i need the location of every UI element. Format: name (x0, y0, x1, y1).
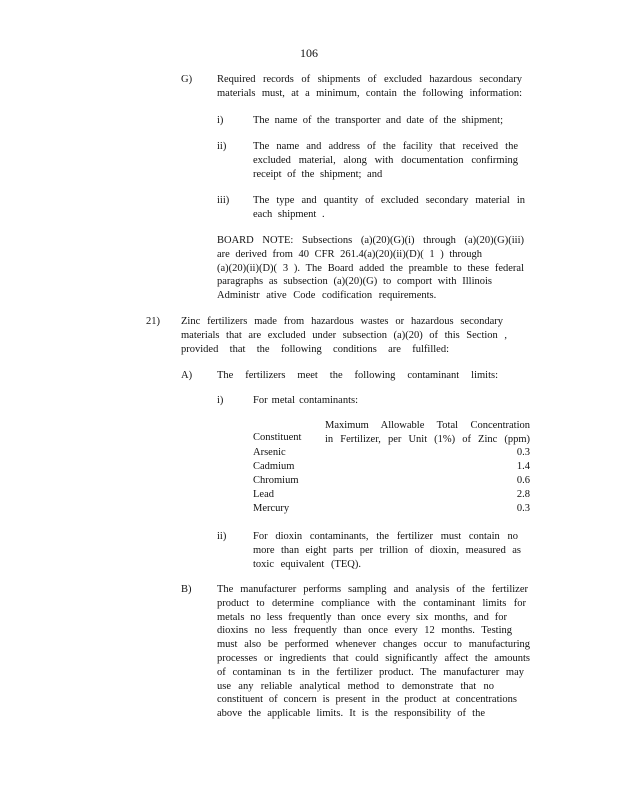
text-line: metals no less frequently than once every six months, and for (217, 611, 507, 623)
label-21: 21) (146, 316, 160, 327)
board-note (217, 234, 524, 303)
paragraph-B (217, 583, 528, 721)
paragraph-21 (181, 315, 507, 356)
text-line: materials must, at a minimum, contain the following information: (217, 87, 522, 99)
paragraph-G (217, 73, 522, 101)
text-line: For dioxin contaminants, the fertilizer must contain no (253, 531, 518, 542)
text-line: must also be performed whenever changes occur to manufacturing (217, 639, 530, 651)
text-line: constituent of concern is present in the product at concentrations (217, 694, 517, 706)
text-line: (a)(20)(ii)(D)( 3 ). The Board added the preamble to these federal (217, 262, 524, 274)
text-line: dioxins no less frequently than once every 12 months. Testing (217, 625, 512, 637)
constituent-cell: Lead (253, 488, 274, 500)
constituent-cell: Mercury (253, 502, 290, 514)
constituent-cell: Arsenic (253, 447, 286, 458)
value-cell: 0.6 (516, 474, 530, 486)
paragraph-A-ii (253, 530, 521, 571)
value-cell: 2.8 (516, 488, 530, 500)
table-row (253, 474, 530, 488)
table-row (253, 488, 530, 502)
label-B: B) (181, 584, 192, 595)
text-line: use any reliable analytical method to demonstrate that no (217, 680, 494, 692)
constituent-cell: Cadmium (253, 460, 295, 472)
value-cell: 1.4 (516, 460, 530, 472)
text-line: product to determine compliance with the contaminant limits for (217, 597, 526, 609)
label-A: A) (181, 370, 193, 381)
label-G-i: i) (217, 115, 224, 126)
constituent-cell: Chromium (253, 474, 299, 486)
text-line: of contaminan ts in the fertilizer product. The manufacturer may (217, 666, 524, 678)
text-line: toxic equivalent (TEQ). (253, 558, 362, 570)
paragraph-A (217, 369, 498, 383)
header-line: Maximum Allowable Total Concentration (325, 420, 530, 431)
label-G-ii: ii) (217, 141, 227, 152)
text-line: are derived from 40 CFR 261.4(a)(20)(ii)(D)( 1 ) through (217, 248, 482, 260)
text-line: receipt of the shipment; and (253, 168, 383, 180)
text-line: paragraphs as subsection (a)(20)(G) to comport with Illinois (217, 276, 492, 288)
paragraph-G-ii (253, 140, 518, 181)
page-number: 106 (300, 46, 318, 60)
table-row (253, 446, 530, 460)
text-line: BOARD NOTE: Subsections (a)(20)(G)(i) through (a)(20)(G)(iii) (217, 235, 524, 246)
text-line: The manufacturer performs sampling and analysis of the fertilizer (217, 584, 528, 595)
text-line: Administr ative Code codification requirements. (217, 290, 437, 302)
text-line: The fertilizers meet the following contaminant limits: (217, 370, 498, 381)
paragraph-G-iii (253, 194, 525, 222)
text-line: provided that the following conditions are fulfilled: (181, 343, 449, 355)
concentration-column-header (325, 419, 530, 447)
text-line: excluded material, along with documentation confirming (253, 154, 518, 166)
text-line: materials that are excluded under subsection (a)(20) of this Section , (181, 329, 507, 341)
text-line: For metal contaminants: (253, 395, 358, 406)
text-line: more than eight parts per trillion of dioxin, measured as (253, 544, 521, 556)
text-line: The type and quantity of excluded secondary material in (253, 195, 525, 206)
table-row (253, 460, 530, 474)
text-line: Required records of shipments of excluded hazardous secondary (217, 74, 522, 85)
value-cell: 0.3 (516, 502, 530, 514)
value-cell: 0.3 (516, 447, 530, 458)
label-G: G) (181, 74, 193, 85)
paragraph-G-i (253, 114, 503, 128)
text-line: each shipment . (253, 208, 325, 220)
label-G-iii: iii) (217, 195, 230, 206)
label-A-i: i) (217, 395, 224, 406)
constituent-column-header: Constituent (253, 432, 302, 443)
text-line: processes or ingredients that could significantly affect the amounts (217, 652, 530, 664)
paragraph-A-i (253, 394, 358, 408)
table-row (253, 502, 530, 516)
text-line: Zinc fertilizers made from hazardous wastes or hazardous secondary (181, 316, 503, 327)
table-rows (253, 446, 530, 515)
header-line: in Fertilizer, per Unit (1%) of Zinc (ppm) (325, 433, 530, 445)
text-line: The name and address of the facility that received the (253, 141, 518, 152)
text-line: above the applicable limits. It is the responsibility of the (217, 708, 485, 720)
label-A-ii: ii) (217, 531, 227, 542)
text-line: The name of the transporter and date of the shipment; (253, 115, 503, 126)
